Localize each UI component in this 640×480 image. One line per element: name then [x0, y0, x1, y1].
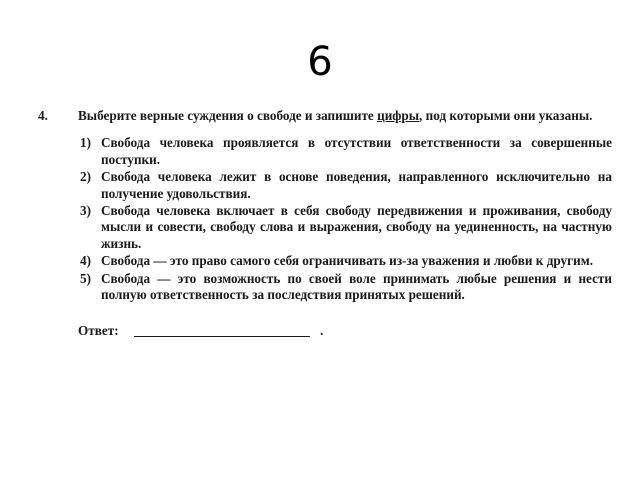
task-question	[78, 108, 612, 124]
option-text: Свобода человека лежит в основе поведения, направленного исключительно на получение удовольствия.	[101, 169, 612, 201]
answer-dot: .	[320, 323, 324, 339]
answer-blank[interactable]	[134, 335, 310, 337]
option-text: Свобода — это возможность по своей воле принимать любые решения и нести полную ответственность за последствия принятых решений.	[101, 270, 612, 303]
task-number: 4.	[38, 108, 48, 123]
option-item-1	[80, 135, 612, 168]
question-text-start: Выберите верные суждения о свободе и запишите	[78, 108, 378, 123]
option-text: Свобода человека проявляется в отсутствии ответственности за совершенные поступки.	[101, 135, 612, 167]
slide-number: 6	[307, 39, 333, 85]
option-number: 5)	[80, 270, 91, 286]
option-number: 4)	[80, 253, 91, 269]
options-list	[80, 135, 612, 303]
question-text-end: , под которыми они указаны.	[419, 108, 593, 123]
option-item-5	[80, 271, 612, 304]
option-number: 2)	[80, 169, 91, 185]
option-item-4	[80, 253, 612, 269]
question-emphasis: цифры	[377, 108, 420, 123]
option-number: 3)	[80, 203, 91, 219]
option-number: 1)	[80, 135, 91, 151]
option-text: Свобода человека включает в себя свободу передвижения и проживания, свободу мысли и совести, свободу слова и выражения, свободу на уединенность, на частную жизнь.	[101, 203, 612, 251]
answer-label: Ответ:	[78, 323, 119, 339]
answer-row	[78, 323, 612, 339]
option-text: Свобода — это право самого себя ограничивать из-за уважения и любви к другим.	[101, 253, 593, 269]
option-item-3	[80, 203, 612, 252]
task-block	[38, 108, 612, 340]
option-item-2	[80, 169, 612, 202]
